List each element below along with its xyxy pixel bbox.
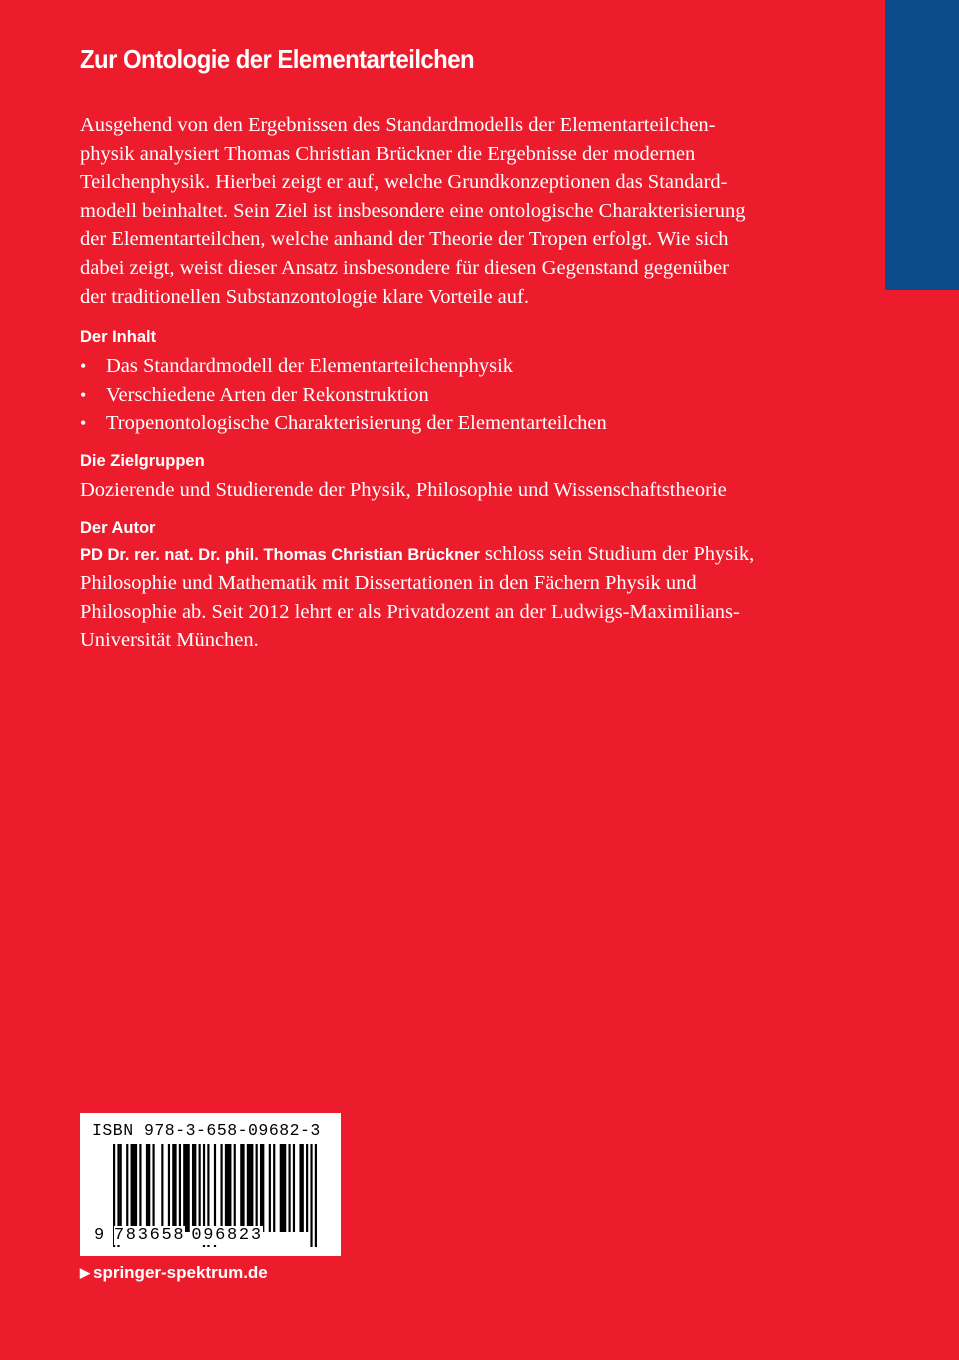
barcode-bar (280, 1144, 287, 1232)
contents-list (80, 352, 800, 438)
description-line: der Elementarteilchen, welche anhand der Theorie der Tropen erfolgt. Wie sich (80, 228, 729, 251)
barcode-bar (172, 1144, 176, 1232)
isbn-label: ISBN 978-3-658-09682-3 (92, 1121, 321, 1140)
barcode-bar (315, 1144, 317, 1247)
audience-text: Dozierende und Studierende der Physik, Philosophie und Wissenschaftstheorie (80, 478, 727, 501)
ean-left-group: 783658 (113, 1226, 186, 1245)
barcode-bar (199, 1144, 201, 1232)
contents-list-item (80, 381, 800, 410)
description-line: modell beinhaltet. Sein Ziel ist insbesondere eine ontologische Charakterisierung (80, 199, 746, 222)
barcode-bar (120, 1144, 122, 1232)
back-cover-text (80, 111, 800, 655)
barcode-bar (146, 1144, 150, 1232)
barcode-bar (288, 1144, 290, 1232)
author-heading: Der Autor (80, 518, 156, 537)
contents-item-text: Tropenontologische Charakterisierung der Elementarteilchen (106, 412, 607, 435)
contents-heading: Der Inhalt (80, 328, 157, 347)
author-bio-text: schloss sein Studium der Physik, (479, 542, 755, 565)
barcode-bar (269, 1144, 271, 1232)
contents-list-item (80, 352, 800, 381)
description-line: dabei zeigt, weist dieser Ansatz insbesondere für diesen Gegenstand gegenüber (80, 256, 729, 279)
publisher-website-text: springer-spektrum.de (93, 1263, 268, 1282)
bullet-icon: • (80, 413, 87, 434)
author-bio-line: Universität München. (80, 629, 259, 652)
author-bio-line (80, 540, 800, 570)
barcode-bar (256, 1144, 258, 1232)
description-line: Teilchenphysik. Hierbei zeigt er auf, welche Grundkonzeptionen das Standard- (80, 171, 728, 194)
barcode-bar (225, 1144, 232, 1232)
author-bio-line: Philosophie und Mathematik mit Dissertationen in den Fächern Physik und (80, 572, 697, 595)
barcode-bar (306, 1144, 308, 1232)
ean-digits (94, 1226, 263, 1245)
barcode-bar (293, 1144, 295, 1232)
publisher-website-link[interactable] (80, 1263, 268, 1283)
bullet-icon: • (80, 356, 87, 377)
barcode-bar (139, 1144, 141, 1232)
barcode-bar (152, 1144, 154, 1232)
description-paragraph (80, 111, 800, 311)
ean-right-group: 096823 (191, 1226, 263, 1245)
book-title: Zur Ontologie der Elementarteilchen (80, 44, 475, 74)
author-name: PD Dr. rer. nat. Dr. phil. Thomas Christian Brückner (80, 545, 480, 564)
contents-item-text: Verschiedene Arten der Rekonstruktion (106, 383, 429, 406)
barcode-bar (299, 1144, 303, 1232)
barcode-bar (192, 1144, 196, 1232)
barcode-bar (161, 1144, 163, 1232)
accent-color-tab (885, 0, 959, 290)
ean-first-digit: 9 (94, 1226, 106, 1245)
bullet-icon: • (80, 384, 87, 405)
barcode-bar (310, 1144, 312, 1247)
barcode-bar (247, 1144, 254, 1232)
barcode-bar (260, 1144, 264, 1232)
barcode-bar (240, 1144, 244, 1232)
barcode-bar (168, 1144, 170, 1232)
barcode-bar (179, 1144, 181, 1232)
barcode-bar (126, 1144, 128, 1232)
barcode-bar (183, 1144, 190, 1232)
contents-item-text: Das Standardmodell der Elementarteilchenphysik (106, 355, 514, 378)
barcode-bar (131, 1144, 138, 1232)
description-line: der traditionellen Substanzontologie klare Vorteile auf. (80, 285, 529, 308)
description-line: Ausgehend von den Ergebnissen des Standardmodells der Elementarteilchen- (80, 114, 716, 136)
audience-heading: Die Zielgruppen (80, 451, 205, 470)
author-bio (80, 540, 800, 655)
description-line: physik analysiert Thomas Christian Brückner die Ergebnisse der modernen (80, 142, 696, 165)
barcode-bar (220, 1144, 222, 1232)
author-bio-line: Philosophie ab. Seit 2012 lehrt er als Privatdozent an der Ludwigs-Maximilians- (80, 600, 740, 623)
arrow-right-icon: ▶ (80, 1265, 90, 1280)
barcode-bar (234, 1144, 236, 1232)
contents-list-item (80, 409, 800, 438)
barcode-bar (273, 1144, 275, 1232)
isbn-barcode (80, 1113, 341, 1256)
